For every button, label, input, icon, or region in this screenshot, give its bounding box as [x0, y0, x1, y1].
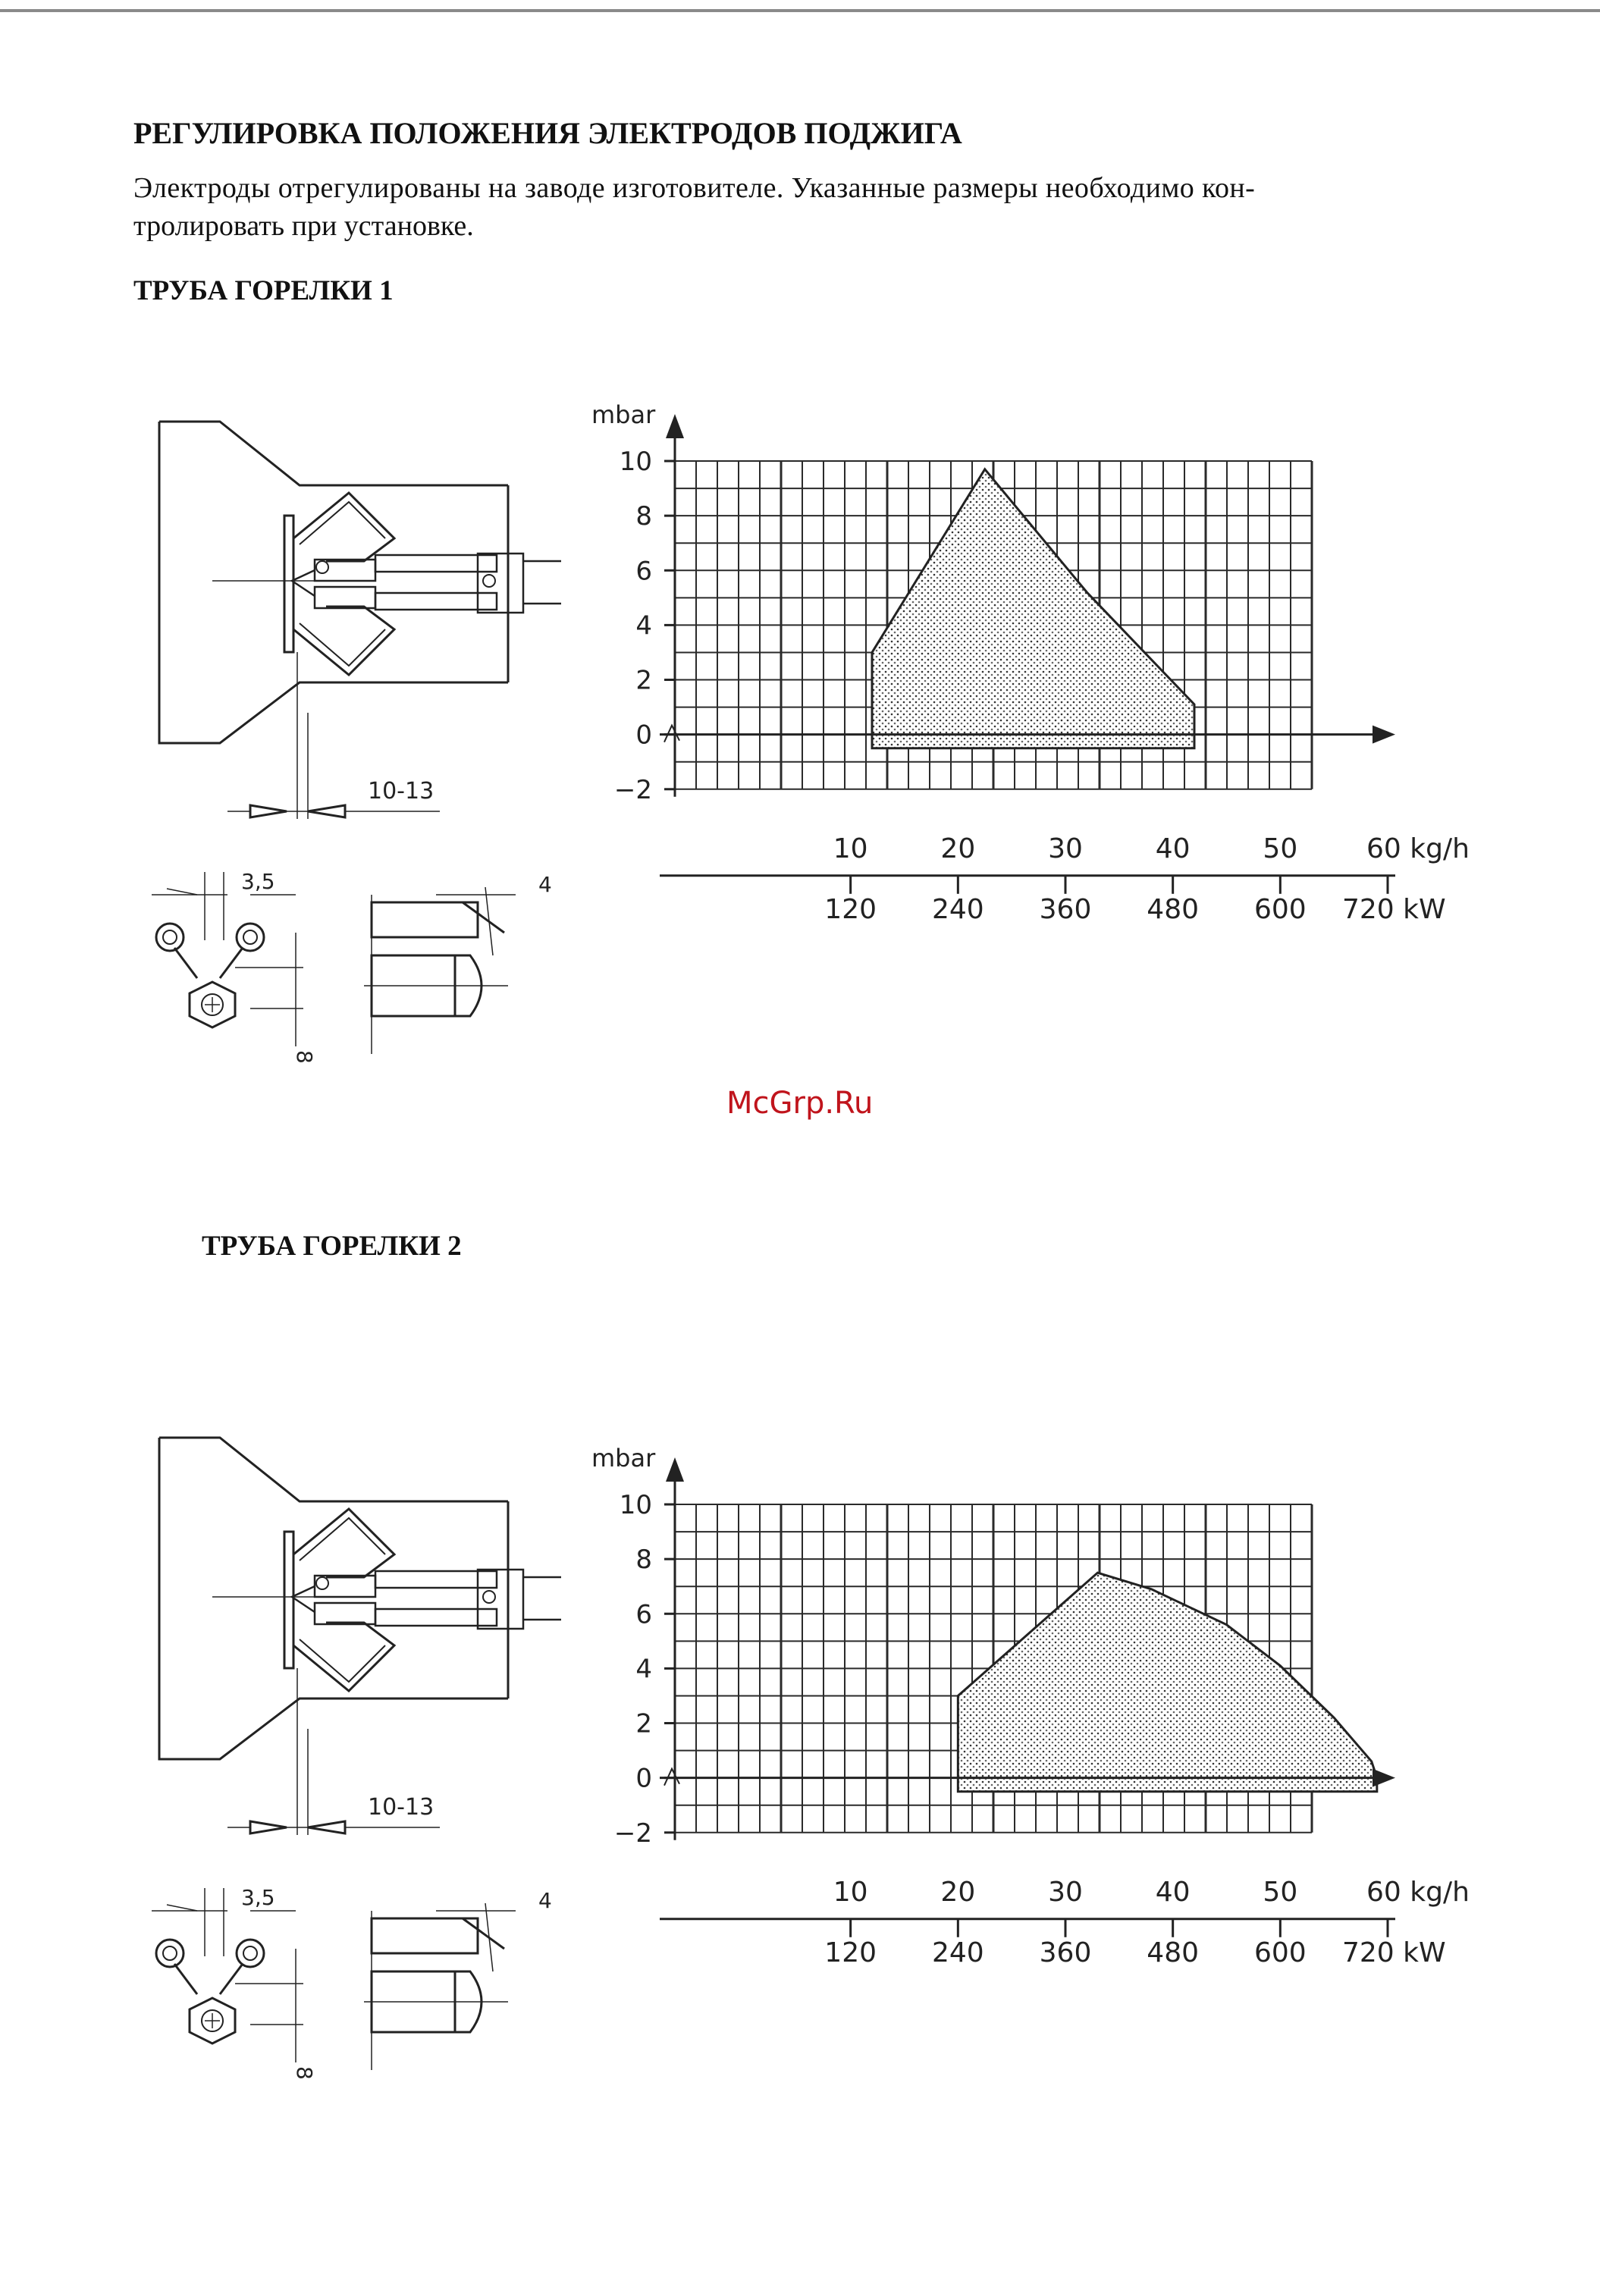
- working-range-area: [958, 1573, 1377, 1792]
- burner-head-outline: [159, 422, 508, 485]
- chart-1: [591, 400, 1509, 940]
- x2-tick-label: 360: [1039, 1937, 1092, 1968]
- electrode-assembly: [292, 1570, 561, 1629]
- electrode-gap-view: [152, 872, 303, 1046]
- y-tick-label: 8: [635, 1545, 652, 1576]
- y-tick-label: 0: [635, 720, 652, 751]
- electrode-side-view: [364, 1903, 516, 2070]
- x2-tick-label: 720 kW: [1342, 1937, 1446, 1968]
- y-tick-label: 6: [635, 556, 652, 587]
- x2-tick-label: 240: [931, 1937, 984, 1968]
- x-tick-label: 10: [833, 1876, 868, 1908]
- x2-tick-label: 480: [1147, 893, 1200, 925]
- burner-head-outline: [159, 1438, 508, 1501]
- x-tick-label: 10: [833, 833, 868, 864]
- baffle-plate: [284, 516, 293, 652]
- y-tick-label: −2: [613, 774, 652, 805]
- dim-height-label: 8: [292, 2066, 317, 2080]
- working-range-area: [872, 469, 1194, 748]
- x-tick-label: 40: [1155, 833, 1191, 864]
- y-axis-label: mbar: [591, 1444, 656, 1473]
- y-tick-label: −2: [613, 1818, 652, 1849]
- x2-tick-label: 600: [1253, 893, 1307, 925]
- x-tick-label: 20: [940, 833, 976, 864]
- y-tick-label: 8: [635, 501, 652, 532]
- x-axis-arrow: [1373, 726, 1395, 744]
- dim-spacing-label: 3,5: [241, 1885, 275, 1910]
- dim-gap-label: 10-13: [368, 1794, 435, 1821]
- section-1-title: ТРУБА ГОРЕЛКИ 1: [133, 275, 394, 306]
- electrode-gap-view: [152, 1888, 303, 2062]
- y-axis-arrow: [666, 414, 684, 438]
- y-tick-label: 2: [635, 665, 652, 696]
- y-tick-label: 4: [635, 1654, 652, 1685]
- x-tick-label: 40: [1155, 1876, 1191, 1908]
- chart-2: [591, 1444, 1509, 1984]
- x2-tick-label: 480: [1147, 1937, 1200, 1968]
- y-tick-label: 0: [635, 1763, 652, 1794]
- x-tick-label: 20: [940, 1876, 976, 1908]
- watermark: McGrp.Ru: [726, 1086, 874, 1121]
- x2-tick-label: 120: [824, 893, 877, 925]
- dim-tip-label: 4: [538, 1888, 552, 1913]
- dim-tip-label: 4: [538, 872, 552, 897]
- x2-tick-label: 120: [824, 1937, 877, 1968]
- x2-tick-label: 240: [931, 893, 984, 925]
- dim-gap-label: 10-13: [368, 778, 435, 805]
- y-tick-label: 10: [619, 447, 652, 477]
- x-axis-arrow: [1373, 1769, 1395, 1787]
- section-2-drawing: [136, 1426, 607, 2093]
- y-axis-arrow: [666, 1457, 684, 1482]
- x2-tick-label: 600: [1253, 1937, 1307, 1968]
- dim-height-label: 8: [292, 1050, 317, 1064]
- section-2-title: ТРУБА ГОРЕЛКИ 2: [202, 1231, 462, 1262]
- x2-tick-label: 360: [1039, 893, 1092, 925]
- baffle-plate: [284, 1532, 293, 1668]
- electrode-side-view: [364, 887, 516, 1054]
- x-tick-label: 50: [1263, 1876, 1298, 1908]
- x-tick-label: 60 kg/h: [1366, 1876, 1470, 1908]
- x2-tick-label: 720 kW: [1342, 893, 1446, 925]
- x-tick-label: 30: [1048, 833, 1083, 864]
- y-tick-label: 10: [619, 1490, 652, 1520]
- x-tick-label: 30: [1048, 1876, 1083, 1908]
- x-tick-label: 50: [1263, 833, 1298, 864]
- x-tick-label: 60 kg/h: [1366, 833, 1470, 864]
- scan-top-border: [0, 9, 1600, 12]
- dim-spacing-label: 3,5: [241, 869, 275, 894]
- page-heading: РЕГУЛИРОВКА ПОЛОЖЕНИЯ ЭЛЕКТРОДОВ ПОДЖИГА: [133, 116, 962, 150]
- electrode-assembly: [292, 554, 561, 613]
- intro-line-1: Электроды отрегулированы на заводе изготовителе. Указанные размеры необходимо кон-: [133, 172, 1256, 204]
- y-tick-label: 4: [635, 610, 652, 641]
- intro-line-2: тролировать при установке.: [133, 210, 474, 242]
- y-tick-label: 2: [635, 1708, 652, 1739]
- y-tick-label: 6: [635, 1599, 652, 1630]
- section-1-drawing: [136, 409, 607, 1077]
- y-axis-label: mbar: [591, 400, 656, 429]
